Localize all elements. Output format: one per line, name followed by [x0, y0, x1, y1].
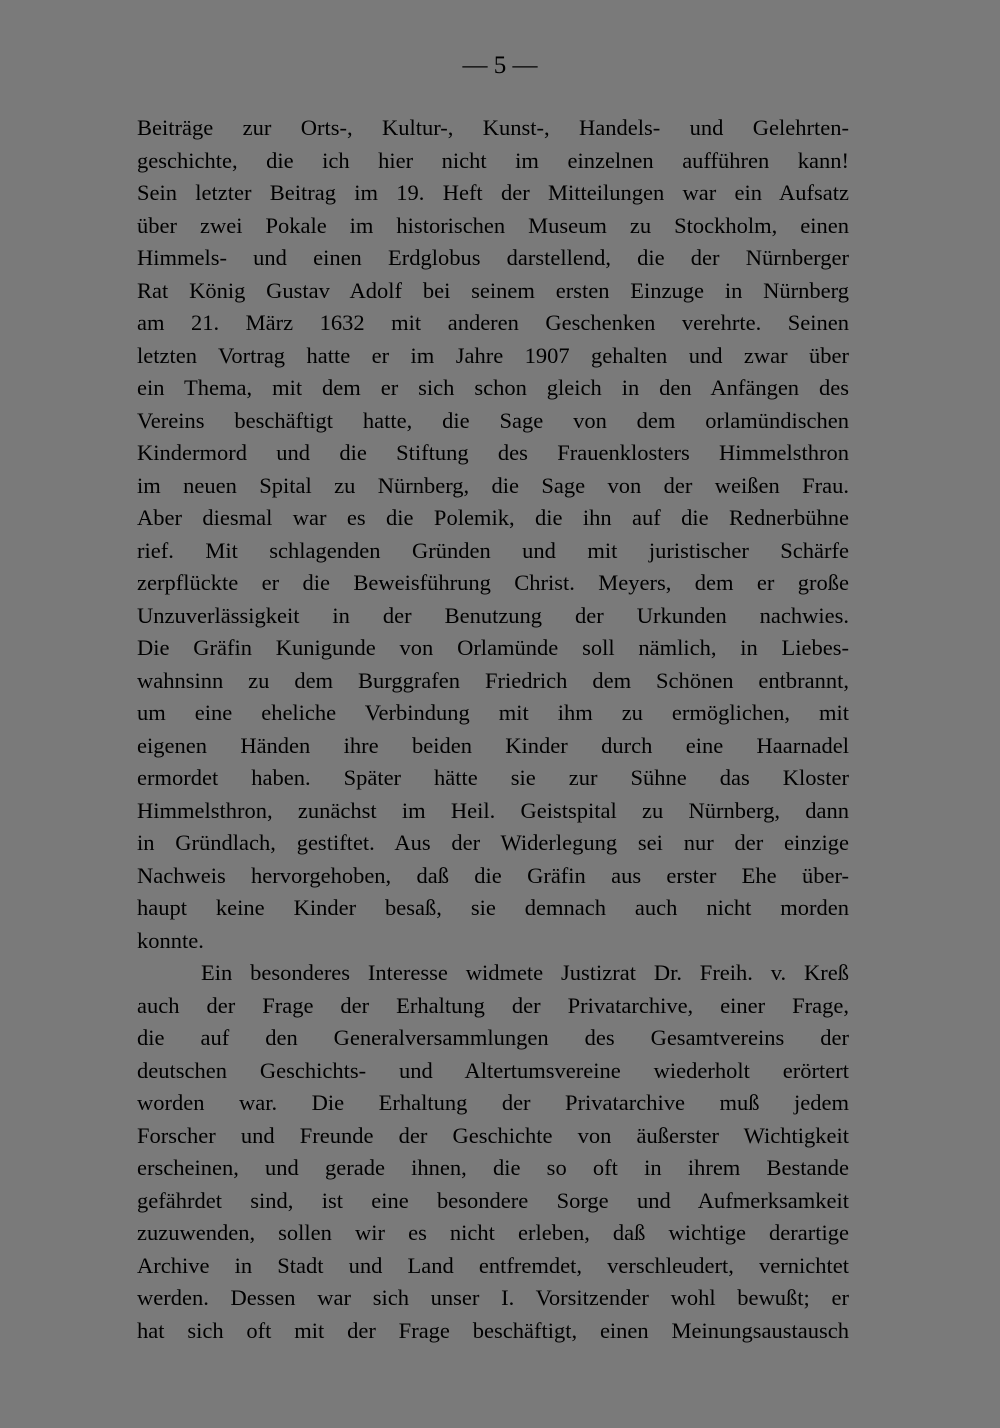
text-line: ermordet haben. Später hätte sie zur Sühne das Kloster	[137, 765, 849, 790]
text-line: in Gründlach, gestiftet. Aus der Widerlegung sei nur der einzige	[137, 830, 849, 855]
text-line: am 21. März 1632 mit anderen Geschenken verehrte. Seinen	[137, 310, 849, 335]
text-line: konnte.	[137, 927, 204, 953]
text-line: werden. Dessen war sich unser I. Vorsitzender wohl bewußt; er	[137, 1285, 849, 1310]
text-line: Nachweis hervorgehoben, daß die Gräfin aus erster Ehe über-	[137, 862, 849, 888]
text-line: Aber diesmal war es die Polemik, die ihn auf die Rednerbühne	[137, 505, 849, 530]
text-line: Archive in Stadt und Land entfremdet, verschleudert, vernichtet	[137, 1252, 849, 1278]
text-line: um eine eheliche Verbindung mit ihm zu ermöglichen, mit	[137, 700, 849, 725]
text-line: erscheinen, und gerade ihnen, die so oft in ihrem Bestande	[137, 1155, 849, 1180]
text-line: über zwei Pokale im historischen Museum zu Stockholm, einen	[137, 212, 849, 238]
text-line: Forscher und Freunde der Geschichte von äußerster Wichtigkeit	[137, 1122, 849, 1148]
text-line: Die Gräfin Kunigunde von Orlamünde soll nämlich, in Liebes-	[137, 635, 849, 660]
page-number: — 5 —	[462, 52, 538, 79]
text-line: hat sich oft mit der Frage beschäftigt, einen Meinungsaustausch	[137, 1317, 849, 1343]
text-line: im neuen Spital zu Nürnberg, die Sage von der weißen Frau.	[137, 472, 849, 498]
text-line: auch der Frage der Erhaltung der Privatarchive, einer Frage,	[137, 992, 849, 1018]
text-line: zuzuwenden, sollen wir es nicht erleben, daß wichtige derartige	[137, 1220, 849, 1245]
text-line: Unzuverlässigkeit in der Benutzung der Urkunden nachwies.	[137, 602, 849, 628]
text-line: letzten Vortrag hatte er im Jahre 1907 gehalten und zwar über	[137, 342, 849, 368]
text-line: zerpflückte er die Beweisführung Christ. Meyers, dem er große	[137, 570, 849, 595]
text-line: eigenen Händen ihre beiden Kinder durch eine Haarnadel	[137, 732, 849, 758]
paragraph-1	[137, 112, 849, 957]
text-line: haupt keine Kinder besaß, sie demnach auch nicht morden	[137, 895, 849, 920]
text-line: rief. Mit schlagenden Gründen und mit juristischer Schärfe	[137, 537, 849, 563]
paragraph-2	[137, 957, 849, 1347]
text-line: worden war. Die Erhaltung der Privatarchive muß jedem	[137, 1090, 849, 1115]
text-line: wahnsinn zu dem Burggrafen Friedrich dem Schönen entbrannt,	[137, 667, 849, 693]
text-line: Himmels- und einen Erdglobus darstellend, die der Nürnberger	[137, 245, 849, 270]
text-line: Rat König Gustav Adolf bei seinem ersten Einzuge in Nürnberg	[137, 277, 849, 303]
text-line: Himmelsthron, zunächst im Heil. Geistspital zu Nürnberg, dann	[137, 797, 849, 823]
text-line: Beiträge zur Orts-, Kultur-, Kunst-, Handels- und Gelehrten-	[137, 115, 849, 140]
text-line: deutschen Geschichts- und Altertumsvereine wiederholt erörtert	[137, 1057, 849, 1083]
text-line: Kindermord und die Stiftung des Frauenklosters Himmelsthron	[137, 440, 849, 465]
text-line: geschichte, die ich hier nicht im einzelnen aufführen kann!	[137, 147, 849, 173]
text-line: Vereins beschäftigt hatte, die Sage von dem orlamündischen	[137, 407, 849, 433]
text-line: Sein letzter Beitrag im 19. Heft der Mitteilungen war ein Aufsatz	[137, 180, 849, 205]
text-line: die auf den Generalversammlungen des Gesamtvereins der	[137, 1025, 849, 1050]
text-line: ein Thema, mit dem er sich schon gleich in den Anfängen des	[137, 375, 849, 400]
text-line: gefährdet sind, ist eine besondere Sorge und Aufmerksamkeit	[137, 1187, 849, 1213]
text-line: Ein besonderes Interesse widmete Justizrat Dr. Freih. v. Kreß	[201, 960, 849, 985]
